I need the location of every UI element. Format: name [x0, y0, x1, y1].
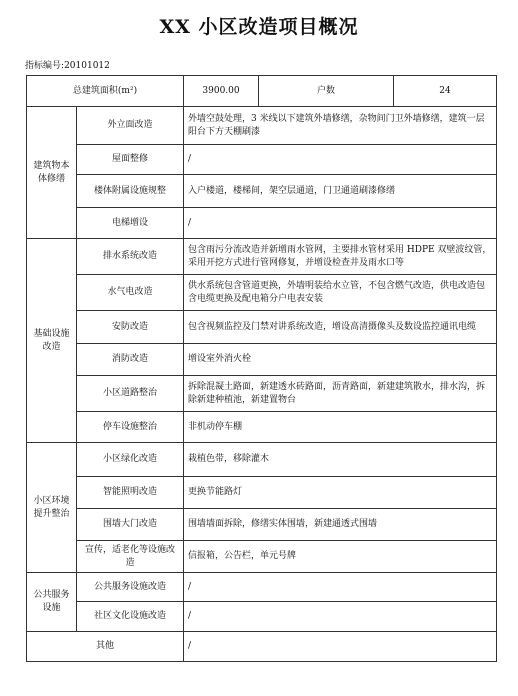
item-name: 小区道路整治 [77, 376, 184, 412]
item-description: 供水系统包含管道更换，外墙明装给水立管，不包含燃气改造，供电改造包含电缆更换及配电箱分户电表安装 [184, 275, 497, 311]
category-environment: 小区环境提升整治 [27, 443, 77, 573]
table-row [27, 477, 497, 509]
item-name: 智能照明改造 [77, 477, 184, 509]
item-description: / [184, 145, 497, 175]
indicator-number: 指标编号:20101012 [25, 61, 110, 71]
page-title: XX 小区改造项目概况 [159, 16, 359, 38]
households-value: 24 [394, 76, 497, 107]
table-row [27, 208, 497, 239]
table-row [27, 311, 497, 344]
item-description: 拆除混凝土路面，新建透水砖路面，沥青路面，新建建筑散水，排水沟，拆除新建种植池，新建置物台 [184, 376, 497, 412]
table-row [27, 107, 497, 145]
item-description: 增设室外消火栓 [184, 344, 497, 376]
table-row [27, 344, 497, 376]
item-name: 停车设施整治 [77, 412, 184, 443]
table-row [27, 509, 497, 541]
table-row [27, 145, 497, 175]
item-description: 外墙空鼓处理，3 米线以下建筑外墙修缮，杂物间门卫外墙修缮，建筑一层阳台下方天棚刷漆 [184, 107, 497, 145]
item-name: 排水系统改造 [77, 239, 184, 275]
item-description: 信报箱，公告栏，单元号牌 [184, 541, 497, 573]
item-description: 入户楼道，楼梯间，架空层通道，门卫通道刷漆修缮 [184, 175, 497, 208]
other-description: / [184, 632, 497, 662]
item-description: 更换节能路灯 [184, 477, 497, 509]
table-row [27, 541, 497, 573]
total-area-value: 3900.00 [184, 76, 259, 107]
indicator-label: 指标编号 [25, 61, 62, 71]
category-public-service: 公共服务设施 [27, 573, 77, 632]
table-row [27, 632, 497, 662]
table-row [27, 573, 497, 602]
item-name: 屋面整修 [77, 145, 184, 175]
item-description: / [184, 573, 497, 602]
item-name: 水气电改造 [77, 275, 184, 311]
table-row [27, 175, 497, 208]
table-row [27, 239, 497, 275]
item-description: / [184, 208, 497, 239]
table-row [27, 412, 497, 443]
total-area-label: 总建筑面积(m²) [27, 76, 184, 107]
table-row [27, 602, 497, 632]
item-name: 消防改造 [77, 344, 184, 376]
item-name: 小区绿化改造 [77, 443, 184, 477]
summary-row [27, 76, 497, 107]
item-name: 电梯增设 [77, 208, 184, 239]
item-description: 围墙墙面拆除，修缮实体围墙，新建通透式围墙 [184, 509, 497, 541]
category-infrastructure: 基础设施改造 [27, 239, 77, 443]
item-name: 安防改造 [77, 311, 184, 344]
table-row [27, 275, 497, 311]
item-name: 公共服务设施改造 [77, 573, 184, 602]
project-overview-table [26, 75, 497, 662]
table-row [27, 376, 497, 412]
item-name: 围墙大门改造 [77, 509, 184, 541]
item-description: / [184, 602, 497, 632]
households-label: 户数 [259, 76, 394, 107]
other-label: 其他 [27, 632, 184, 662]
item-name: 外立面改造 [77, 107, 184, 145]
item-description: 栽植色带，移除灌木 [184, 443, 497, 477]
item-name: 社区文化设施改造 [77, 602, 184, 632]
item-description: 包含视频监控及门禁对讲系统改造，增设高清摄像头及数设监控通讯电缆 [184, 311, 497, 344]
item-description: 非机动停车棚 [184, 412, 497, 443]
item-name: 楼体附属设施规整 [77, 175, 184, 208]
category-building: 建筑物本体修缮 [27, 107, 77, 239]
item-description: 包含雨污分流改造并新增雨水管网，主要排水管材采用 HDPE 双壁波纹管，采用开挖方式进行管网修复，并增设检查井及雨水口等 [184, 239, 497, 275]
indicator-value: 20101012 [64, 61, 110, 71]
table-row [27, 443, 497, 477]
item-name: 宣传，适老化等设施改造 [77, 541, 184, 573]
